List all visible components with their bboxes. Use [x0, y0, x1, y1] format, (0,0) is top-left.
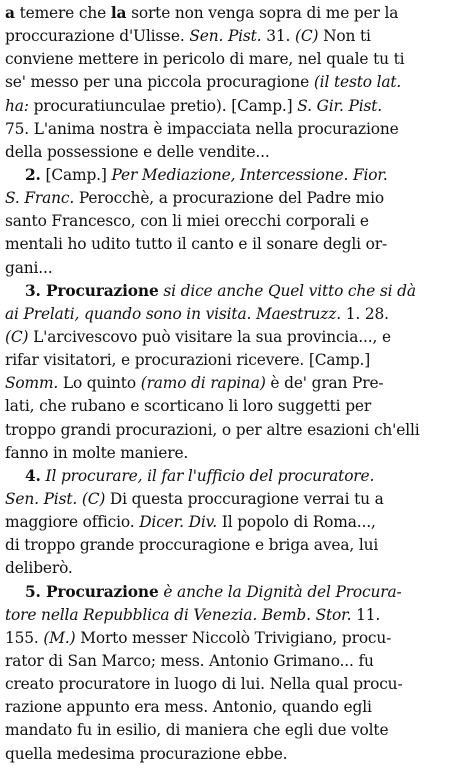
- italic-text: (C): [5, 327, 29, 346]
- text-segment: quella medesima procurazione ebbe.: [5, 744, 288, 763]
- text-line: [5, 534, 460, 557]
- text-segment: conviene mettere in pericolo di mare, nel quale tu ti: [5, 50, 405, 69]
- text-segment: della possessione e delle vendite...: [5, 142, 270, 161]
- text-segment: rator di San Marco; mess. Antonio Grimano... fu: [5, 651, 374, 670]
- text-segment: Non ti: [318, 27, 371, 46]
- text-segment: lati, che rubano e scorticano li loro suggetti per: [5, 397, 372, 416]
- text-line: [5, 581, 460, 604]
- italic-text: (il testo lat.: [313, 73, 402, 92]
- italic-text: Il procurare, il far l'ufficio del procuratore.: [40, 466, 375, 485]
- italic-text: Sen. Pist.: [189, 27, 262, 46]
- italic-text: (M.): [43, 628, 76, 647]
- text-line: [5, 719, 460, 742]
- text-line: [5, 419, 460, 442]
- text-segment: 31.: [261, 27, 295, 46]
- text-segment: Il popolo di Roma...,: [217, 513, 376, 532]
- text-segment: di troppo grande proccuragione e briga avea, lui: [5, 536, 379, 555]
- italic-text: tore nella Repubblica di Venezia. Bemb. Stor.: [5, 605, 352, 624]
- text-line: [5, 326, 460, 349]
- text-segment: mentali ho udito tutto il canto e il sonare degli or-: [5, 235, 387, 254]
- italic-text: (ramo di rapina): [140, 374, 266, 393]
- text-line: [5, 95, 460, 118]
- italic-text: ai Prelati, quando sono in visita. Maestruzz.: [5, 304, 341, 323]
- text-segment: temere che: [14, 4, 111, 22]
- text-segment: L'arcivescovo può visitare la sua provincia..., e: [28, 327, 391, 346]
- text-segment: rifar visitatori, e procurazioni ricevere. [Camp.]: [5, 351, 371, 370]
- text-segment: Perocchè, a procurazione del Padre mio: [74, 189, 384, 208]
- text-line: [5, 48, 460, 71]
- text-line: [5, 303, 460, 326]
- italic-text: è anche la Dignità del Procura-: [158, 582, 402, 601]
- text-line: [5, 141, 460, 164]
- italic-text: si dice anche Quel vitto che si dà: [158, 281, 416, 300]
- italic-text: Somm.: [5, 374, 59, 393]
- text-segment: 75. L'anima nostra è impacciata nella procurazione: [5, 119, 399, 138]
- text-segment: [Camp.]: [40, 165, 112, 184]
- text-segment: santo Francesco, con li miei orecchi corporali e: [5, 212, 369, 231]
- text-segment: 11.: [351, 605, 381, 624]
- text-line: [5, 233, 460, 256]
- entry-text: [5, 2, 460, 766]
- italic-text: Per Mediazione, Intercessione. Fior.: [111, 165, 388, 184]
- text-line: [5, 71, 460, 94]
- text-segment: proccurazione d'Ulisse.: [5, 27, 190, 46]
- text-segment: se' messo per una piccola procuragione: [5, 73, 314, 92]
- text-line: [5, 442, 460, 465]
- text-segment: 1. 28.: [340, 304, 389, 323]
- text-segment: Morto messer Niccolò Trivigiano, procu-: [75, 628, 392, 647]
- text-segment: procuratiunculae pretio). [Camp.]: [28, 96, 298, 115]
- italic-text: (C): [294, 27, 319, 46]
- italic-text: S. Franc.: [5, 189, 75, 208]
- text-segment: maggiore officio.: [5, 513, 140, 532]
- text-line: [5, 25, 460, 48]
- bold-text: 5. Procurazione: [25, 582, 159, 601]
- text-line: [5, 349, 460, 372]
- italic-text: ha:: [5, 96, 29, 115]
- text-line: [5, 187, 460, 210]
- text-line: [5, 210, 460, 233]
- text-line: [5, 118, 460, 141]
- italic-text: S. Gir. Pist.: [297, 96, 382, 115]
- text-line: [5, 164, 460, 187]
- italic-text: Sen. Pist. (C): [5, 489, 106, 508]
- text-line: [5, 488, 460, 511]
- text-line: [5, 372, 460, 395]
- text-segment: mandato fu in esilio, di maniera che egli due volte: [5, 721, 389, 740]
- bold-text: 2.: [25, 165, 41, 184]
- text-line: [5, 627, 460, 650]
- text-line: [5, 280, 460, 303]
- text-segment: è de' gran Pre-: [265, 374, 384, 393]
- text-segment: Lo quinto: [58, 374, 141, 393]
- text-segment: deliberò.: [5, 559, 73, 578]
- text-segment: fanno in molte maniere.: [5, 443, 189, 462]
- bold-text: la: [110, 4, 127, 22]
- text-line: [5, 604, 460, 627]
- text-line: [5, 395, 460, 418]
- text-line: [5, 511, 460, 534]
- text-line: [5, 650, 460, 673]
- text-line: [5, 2, 460, 25]
- text-line: [5, 673, 460, 696]
- italic-text: Dicer. Div.: [139, 513, 218, 532]
- text-line: [5, 557, 460, 580]
- text-line: [5, 696, 460, 719]
- bold-text: 4.: [25, 466, 41, 485]
- text-segment: 155.: [5, 628, 44, 647]
- text-segment: Di questa proccuragione verrai tu a: [105, 489, 384, 508]
- text-line: [5, 743, 460, 766]
- text-segment: gani...: [5, 258, 53, 277]
- text-line: [5, 465, 460, 488]
- text-segment: razione appunto era mess. Antonio, quando egli: [5, 698, 372, 717]
- bold-text: a: [5, 4, 15, 22]
- text-segment: sorte non venga sopra di me per la: [126, 4, 399, 22]
- bold-text: 3. Procurazione: [25, 281, 159, 300]
- text-line: [5, 257, 460, 280]
- text-segment: troppo grandi procurazioni, o per altre esazioni ch'elli: [5, 420, 420, 439]
- text-segment: creato procuratore in luogo di lui. Nella qual procu-: [5, 675, 403, 694]
